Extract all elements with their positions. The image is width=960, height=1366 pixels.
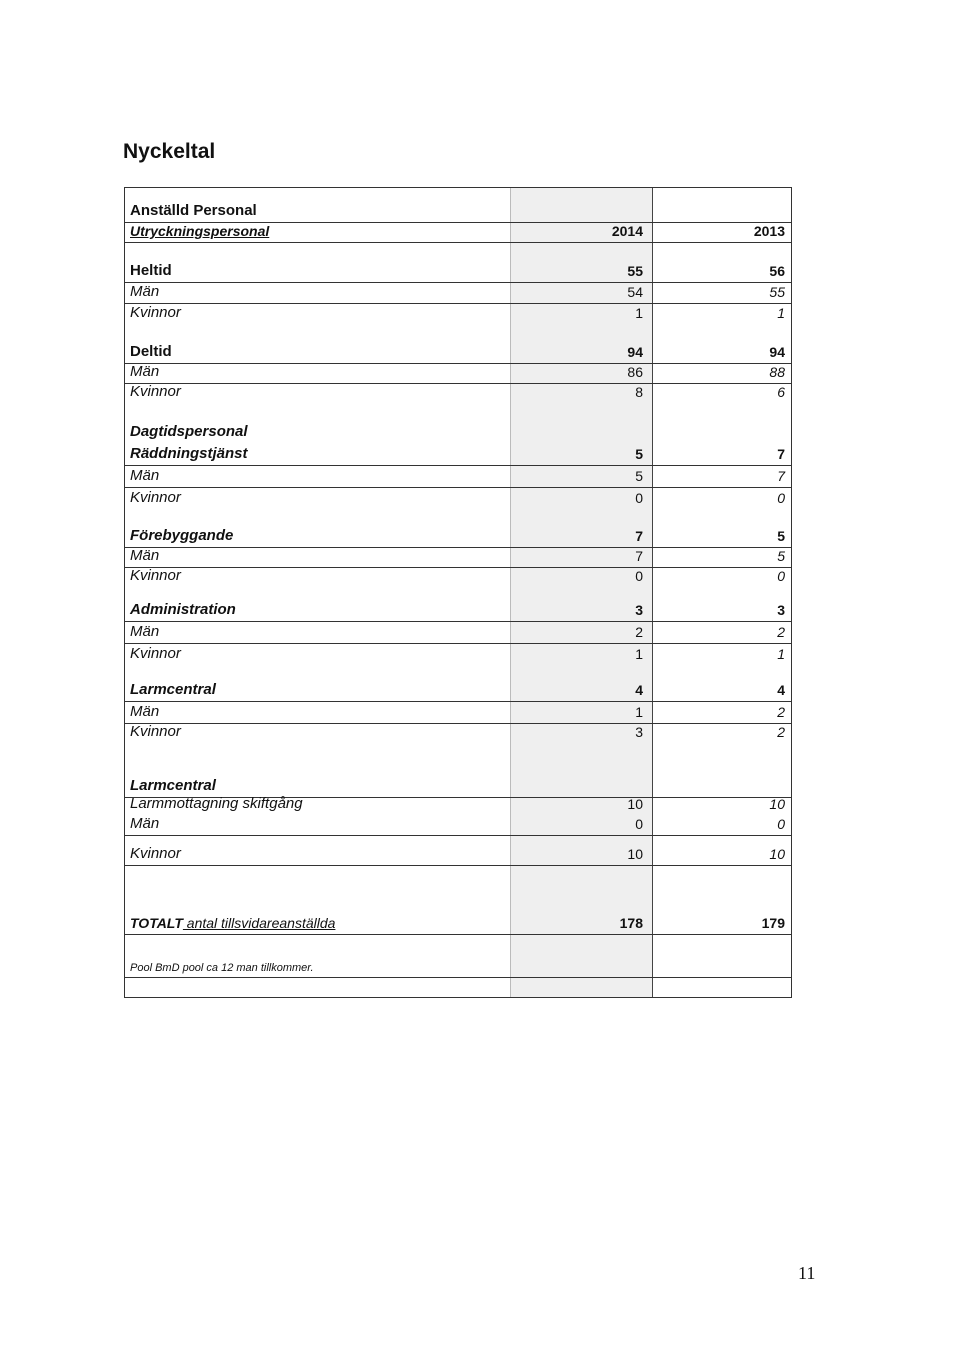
row-label: Kvinnor — [130, 645, 181, 662]
value-2013: 6 — [777, 384, 785, 400]
table-row — [125, 489, 791, 509]
value-2013: 10 — [769, 796, 785, 812]
table-row — [125, 815, 791, 836]
row-label: Kvinnor — [130, 489, 181, 506]
table-row — [125, 423, 791, 443]
table-row — [125, 723, 791, 743]
row-label: Kvinnor — [130, 304, 181, 321]
value-2013: 4 — [777, 682, 785, 698]
value-2013: 10 — [769, 846, 785, 862]
value-2014: 10 — [627, 796, 643, 812]
row-label: Larmcentral — [130, 777, 216, 794]
total-label-rest: antal tillsvidareanställda — [182, 915, 336, 931]
footnote-row — [125, 935, 791, 978]
row-label: Män — [130, 547, 160, 564]
total-2013: 179 — [761, 915, 785, 931]
page-title: Nyckeltal — [123, 140, 216, 163]
table-heading-row — [125, 187, 791, 223]
value-2014: 5 — [635, 446, 643, 462]
key-figures-table — [124, 187, 792, 998]
value-2014: 0 — [635, 568, 643, 584]
value-2013: 2 — [777, 704, 785, 720]
value-2014: 7 — [635, 528, 643, 544]
footnote: Pool BmD pool ca 12 man tillkommer. — [130, 962, 314, 974]
value-2013: 1 — [777, 305, 785, 321]
value-2013: 0 — [777, 568, 785, 584]
row-label: Män — [130, 623, 160, 640]
value-2013: 88 — [769, 364, 785, 380]
table-row — [125, 383, 791, 403]
value-2013: 55 — [769, 284, 785, 300]
value-2014: 1 — [635, 646, 643, 662]
value-2014: 0 — [635, 490, 643, 506]
value-2014: 55 — [627, 263, 643, 279]
row-label: Administration — [130, 601, 236, 618]
row-label: Kvinnor — [130, 567, 181, 584]
value-2013: 1 — [777, 646, 785, 662]
table-row — [125, 467, 791, 488]
value-2013: 5 — [777, 528, 785, 544]
value-2013: 7 — [777, 468, 785, 484]
table-row — [125, 304, 791, 324]
value-2014: 1 — [635, 704, 643, 720]
value-2014: 8 — [635, 384, 643, 400]
row-label: Förebyggande — [130, 527, 234, 544]
value-2013: 2 — [777, 724, 785, 740]
table-row — [125, 795, 791, 815]
table-row — [125, 645, 791, 665]
row-label: Heltid — [130, 262, 172, 279]
value-2014: 10 — [627, 846, 643, 862]
total-2014: 178 — [619, 915, 643, 931]
table-row — [125, 567, 791, 587]
row-label: Män — [130, 703, 160, 720]
row-label: Kvinnor — [130, 723, 181, 740]
row-label: Män — [130, 363, 160, 380]
value-2014: 3 — [635, 602, 643, 618]
table-row — [125, 601, 791, 622]
table-row — [125, 445, 791, 466]
row-label: Män — [130, 283, 160, 300]
value-2014: 4 — [635, 682, 643, 698]
total-label — [130, 915, 335, 931]
value-2013: 2 — [777, 624, 785, 640]
row-label: Män — [130, 815, 160, 832]
value-2014: 3 — [635, 724, 643, 740]
value-2014: 94 — [627, 344, 643, 360]
table-row — [125, 363, 791, 384]
row-label: Kvinnor — [130, 845, 181, 862]
row-label: Räddningstjänst — [130, 445, 248, 462]
value-2013: 94 — [769, 344, 785, 360]
table-row — [125, 262, 791, 283]
table-heading: Anställd Personal — [130, 202, 257, 219]
row-label: Larmcentral — [130, 681, 216, 698]
value-2013: 0 — [777, 490, 785, 506]
total-label-bold: TOTALT — [130, 915, 183, 931]
value-2014: 86 — [627, 364, 643, 380]
row-label: Kvinnor — [130, 383, 181, 400]
value-2013: 0 — [777, 816, 785, 832]
total-row — [125, 910, 791, 935]
row-label: Larmmottagning skiftgång — [130, 795, 303, 812]
value-2013: 7 — [777, 446, 785, 462]
page-number: 11 — [798, 1263, 816, 1283]
table-row — [125, 703, 791, 724]
value-2014: 0 — [635, 816, 643, 832]
table-row — [125, 527, 791, 548]
value-2014: 1 — [635, 305, 643, 321]
table-row — [125, 845, 791, 866]
value-2014: 2 — [635, 624, 643, 640]
value-2013: 56 — [769, 263, 785, 279]
table-subheading: Utryckningspersonal — [130, 223, 270, 239]
table-subheading-row — [125, 222, 791, 243]
value-2013: 5 — [777, 548, 785, 564]
table-row — [125, 547, 791, 568]
table-row — [125, 283, 791, 304]
table-row — [125, 343, 791, 364]
year-2013: 2013 — [753, 223, 785, 239]
value-2014: 5 — [635, 468, 643, 484]
table-row — [125, 681, 791, 702]
value-2014: 7 — [635, 548, 643, 564]
row-label: Deltid — [130, 343, 172, 360]
value-2013: 3 — [777, 602, 785, 618]
value-2014: 54 — [627, 284, 643, 300]
row-label: Dagtidspersonal — [130, 423, 248, 440]
year-2014: 2014 — [611, 223, 643, 239]
table-row — [125, 623, 791, 644]
row-label: Män — [130, 467, 160, 484]
